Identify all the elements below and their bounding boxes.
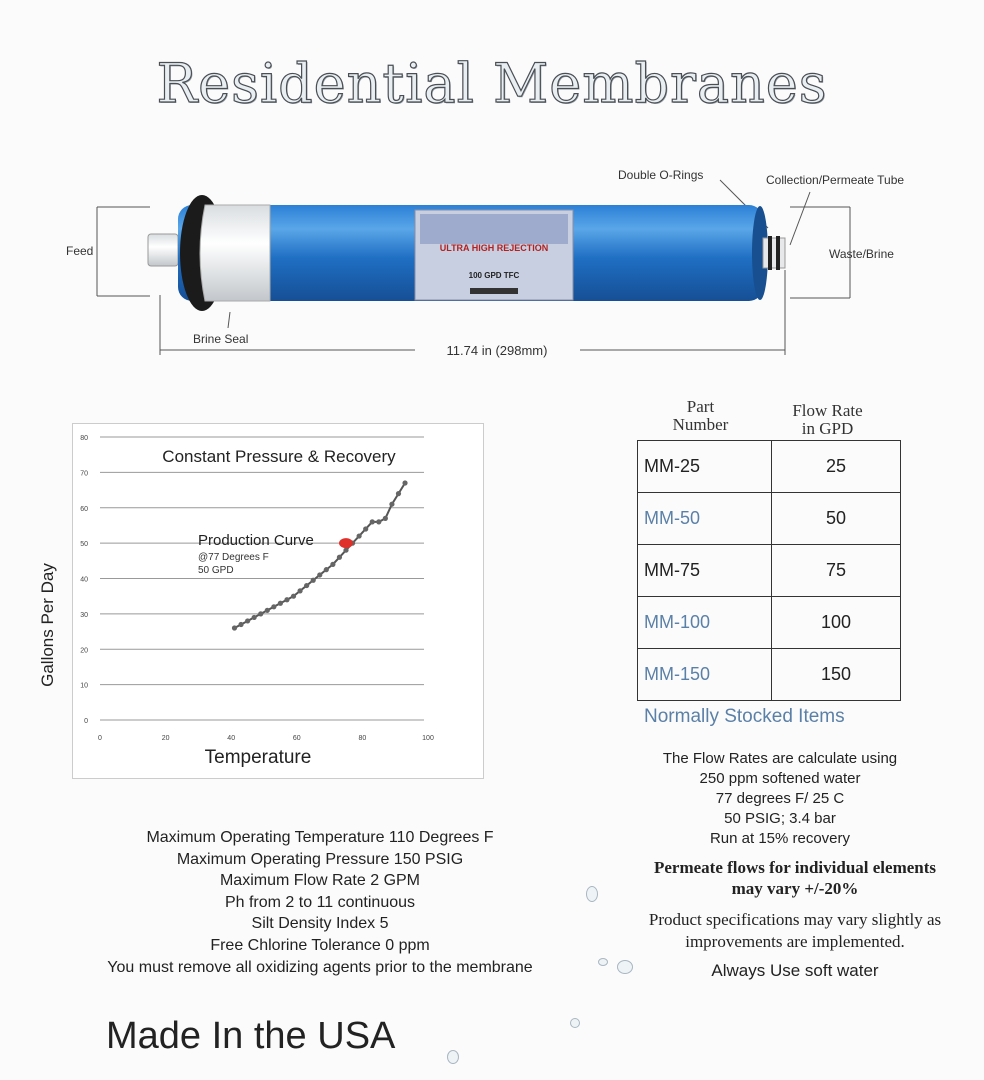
water-drop-icon <box>447 1050 459 1064</box>
label-collection-tube: Collection/Permeate Tube <box>766 173 905 187</box>
x-tick-label: 0 <box>98 735 102 742</box>
specs-list <box>60 827 580 978</box>
part-number-cell: MM-100 <box>638 597 772 649</box>
spec-line: Maximum Operating Pressure 150 PSIG <box>176 850 464 868</box>
label-feed: Feed <box>66 244 94 258</box>
made-in-usa: Made In the USA <box>106 1015 396 1057</box>
part-number-cell: MM-75 <box>638 545 772 597</box>
y-tick-label: 40 <box>80 576 88 584</box>
annotation-sub1: @77 Degrees F <box>198 552 269 563</box>
y-tick-label: 50 <box>80 541 88 549</box>
part-number-cell: MM-50 <box>638 493 772 545</box>
flow-rate-cell: 150 <box>772 649 901 701</box>
spec-line: You must remove all oxidizing agents prior to the membrane <box>107 958 533 976</box>
y-tick-label: 70 <box>80 470 88 478</box>
header-flow-line2: in GPD <box>801 419 854 438</box>
parts-table <box>637 440 901 701</box>
spec-line: Ph from 2 to 11 continuous <box>224 893 416 911</box>
stocked-items-note: Normally Stocked Items <box>644 706 845 727</box>
spec-line: Maximum Flow Rate 2 GPM <box>219 872 421 890</box>
chart-frame <box>72 423 484 779</box>
y-tick-label: 20 <box>80 647 88 655</box>
table-header-flow <box>764 402 891 438</box>
label-line1: ULTRA HIGH REJECTION <box>439 243 549 253</box>
header-part-line1: Part <box>686 397 715 416</box>
feed-pipe <box>148 234 178 266</box>
flow-rate-note <box>630 749 930 849</box>
annotation-label: Production Curve <box>198 532 314 549</box>
water-drop-icon <box>570 1018 580 1028</box>
permeate-note <box>610 857 980 899</box>
product-note-line: improvements are implemented. <box>685 932 905 951</box>
flow-note-line: Run at 15% recovery <box>709 830 851 847</box>
flow-rate-cell: 100 <box>772 597 901 649</box>
table-row <box>638 545 901 597</box>
x-tick-label: 60 <box>292 735 301 742</box>
flow-note-line: 77 degrees F/ 25 C <box>715 790 845 807</box>
end-cap <box>200 205 270 301</box>
permeate-note-line: may vary +/-20% <box>731 879 859 898</box>
annotation-sub2: 50 GPD <box>198 565 234 576</box>
chart-xlabel: Temperature <box>204 747 312 768</box>
flow-note-line: The Flow Rates are calculate using <box>662 750 898 767</box>
flow-note-line: 250 ppm softened water <box>699 770 861 787</box>
chart-title: Constant Pressure & Recovery <box>162 447 396 466</box>
label-brine-seal: Brine Seal <box>193 332 249 346</box>
y-tick-label: 30 <box>80 611 88 619</box>
y-tick-label: 60 <box>80 505 88 513</box>
table-row <box>638 441 901 493</box>
x-tick-label: 100 <box>422 735 434 742</box>
header-part-line2: Number <box>672 415 729 434</box>
x-tick-label: 80 <box>358 735 367 742</box>
page-title: Residential Membranes <box>156 52 828 115</box>
label-length: 11.74 in (298mm) <box>446 343 548 358</box>
y-tick-label: 0 <box>84 718 88 725</box>
o-ring <box>768 236 772 270</box>
o-ring <box>776 236 780 270</box>
chart-ylabel: Gallons Per Day <box>38 563 57 687</box>
table-row <box>638 597 901 649</box>
label-waste-brine: Waste/Brine <box>829 247 894 261</box>
table-header-part <box>637 398 764 434</box>
x-tick-label: 40 <box>227 735 236 742</box>
label-double-o-rings: Double O-Rings <box>618 168 704 182</box>
part-number-cell: MM-150 <box>638 649 772 701</box>
x-tick-label: 20 <box>161 735 170 742</box>
water-drop-icon <box>598 958 608 966</box>
spec-line: Free Chlorine Tolerance 0 ppm <box>210 936 430 954</box>
label-line2: 100 GPD TFC <box>468 271 520 280</box>
flow-rate-cell: 25 <box>772 441 901 493</box>
membrane-diagram <box>0 150 984 370</box>
header-flow-line1: Flow Rate <box>792 401 863 420</box>
product-note-line: Product specifications may vary slightly as <box>648 910 942 929</box>
flow-note-line: 50 PSIG; 3.4 bar <box>724 810 836 827</box>
flow-rate-cell: 50 <box>772 493 901 545</box>
spec-line: Maximum Operating Temperature 110 Degrees F <box>146 829 494 846</box>
permeate-note-line: Permeate flows for individual elements <box>653 858 937 877</box>
soft-water-note: Always Use soft water <box>711 961 879 980</box>
water-drop-icon <box>586 886 598 902</box>
spec-line: Silt Density Index 5 <box>251 915 389 933</box>
y-tick-label: 10 <box>80 682 88 690</box>
y-tick-label: 80 <box>80 435 88 442</box>
table-row <box>638 649 901 701</box>
part-number-cell: MM-25 <box>638 441 772 493</box>
flow-rate-cell: 75 <box>772 545 901 597</box>
water-drop-icon <box>617 960 633 974</box>
product-spec-note <box>610 909 980 953</box>
table-row <box>638 493 901 545</box>
